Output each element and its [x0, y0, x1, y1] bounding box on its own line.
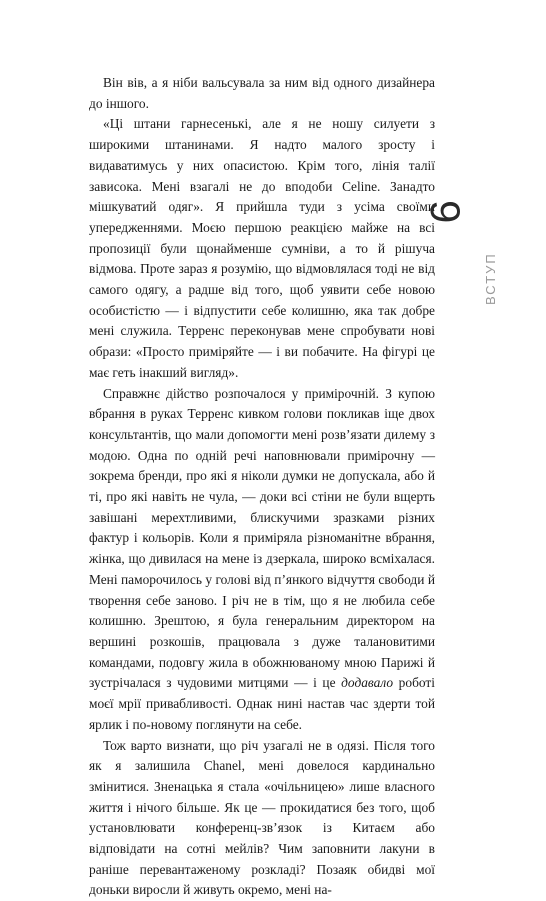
paragraph-part: Справжнє дійство розпочалося у примірочній. З купою вбрання в руках Терренс кивком голови покликав іще двох консультантів, що мали допомогти мені розв’язати дилему з модою. Одна по одній речі наповнювали примірочну — зокрема бренди, про які я ніколи думки не допускала, або й ті, про які навіть не чула, — доки всі стіни не були вщерть завішані мерехтливими, блискучими зразками різних фактур і кольорів. Коли я приміряла різноманітне вбрання, жінка, що дивилася на мене із дзеркала, широко всміхалася. Мені паморочилось у голові від п’янкого відчуття свободи й творення себе заново. І річ не в тім, що я не любила себе колишню. Зрештою, я була генеральним директором на вершині розкошів, працювала з дуже талановитими командами, подовгу жила в обожнюваному мною Парижі й зустрічалася з чудовими митцями — і це [89, 386, 435, 691]
paragraph-part: роботі моєї мрії привабливості. Однак нині настав час здерти той ярлик і по-новому поглянути на себе. [89, 675, 435, 731]
paragraph: Він вів, а я ніби вальсувала за ним від одного дизайнера до іншого. [89, 73, 435, 114]
paragraph [89, 384, 435, 736]
paragraph: «Ці штани гарнесенькі, але я не ношу силуети з широкими штанинами. Я надто малого зросту і видаватимусь у них опасистою. Крім того, лінія талії зависока. Мені взагалі не до вподоби Celine. Занадто мішкуватий одяг». Я прийшла туди з усіма своїми упередженнями. Моєю першою реакцією майже на всі пропозиції були щонайменше сумніви, а то й рішуча відмова. Проте зараз я розумію, що відмовлялася тоді не від самого одягу, а радше від того, щоб уявити себе новою особистістю — і відпустити себе колишню, яка так добре мені служила. Терренс переконував мене спробувати нові образи: «Просто приміряйте — і ви побачите. На фігурі це має геть інакший вигляд». [89, 114, 435, 383]
body-text [89, 73, 435, 901]
emphasized-word: додавало [341, 675, 393, 690]
paragraph: Тож варто визнати, що річ узагалі не в одязі. Після того як я залишила Chanel, мені довелося кардинально змінитися. Зненацька я стала «очільницею» лише власного життя і нічого більше. Як це — прокидатися без того, щоб установлювати конференц-зв’язок із Китаєм або відповідати на сотні мейлів? Чим заповнити лакуни в раніше перевантаженому розкладі? Позаяк обидві мої доньки виросли й живуть окремо, мені на- [89, 736, 435, 901]
page-number: 9 [424, 200, 466, 223]
running-head: ВСТУП [483, 252, 498, 305]
